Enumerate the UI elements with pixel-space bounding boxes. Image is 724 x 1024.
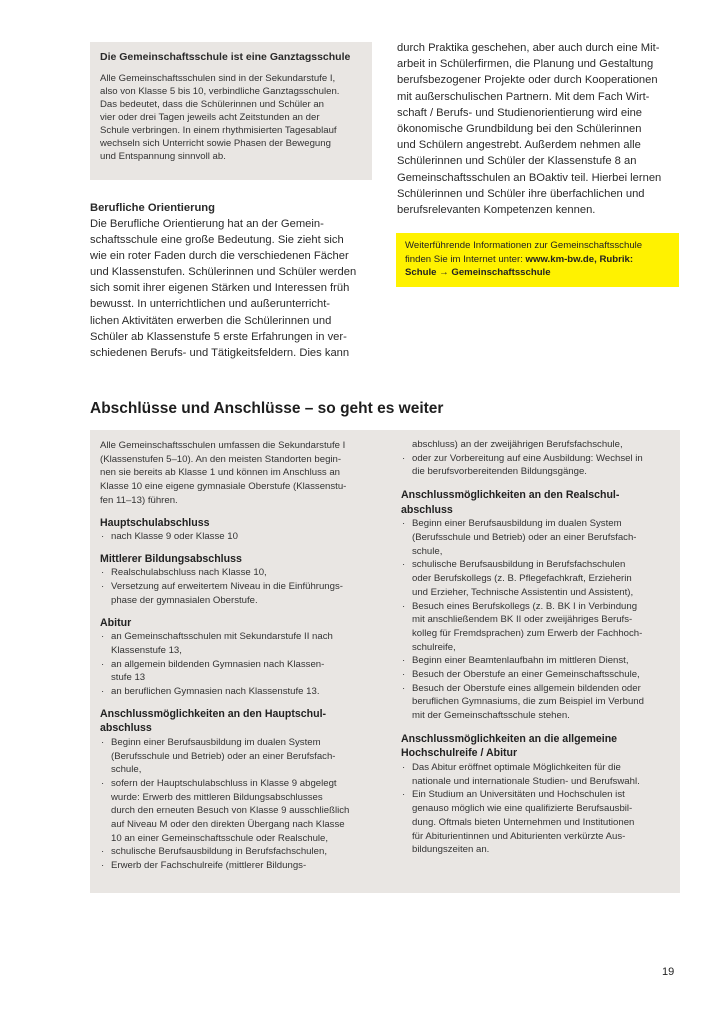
anschluss-abitur-heading: Anschlussmöglichkeiten an die allgemeine Hochschulreife / Abitur <box>401 732 618 760</box>
list-item: · schulische Berufsausbildung in Berufsfachschulen oder Berufskollegs (z. B. Pflegefachkraft, Erzieherin und Erzieher, Technische Assistentin und Assistent), <box>401 558 673 599</box>
anschluss-abitur-list <box>401 761 673 857</box>
web-info-box: Weiterführende Informationen zur Gemeinschaftsschule finden Sie im Internet unter: www.km-bw.de, Rubrik: Schule → Gemeinschaftsschule <box>396 233 679 287</box>
list-item: · oder zur Vorbereitung auf eine Ausbildung: Wechsel in die berufsvorbereitenden Bildungsgänge. <box>401 452 673 479</box>
website-path: Schule → Gemeinschaftsschule <box>405 267 551 278</box>
hauptschulabschluss-heading: Hauptschulabschluss <box>100 516 210 529</box>
abschluesse-box <box>90 430 680 893</box>
orientation-continued <box>397 40 681 218</box>
list-item: · Beginn einer Beamtenlaufbahn im mittleren Dienst, <box>401 654 673 668</box>
section-title: Abschlüsse und Anschlüsse – so geht es weiter <box>90 400 444 417</box>
ganztag-infobox <box>90 42 372 180</box>
list-item: · nach Klasse 9 oder Klasse 10 <box>100 530 378 544</box>
orientation-section <box>90 200 382 361</box>
page-number: 19 <box>662 966 675 978</box>
orientation-title: Berufliche Orientierung <box>90 202 215 214</box>
list-item: · Versetzung auf erweitertem Niveau in die Einführungs- phase der gymnasialen Oberstufe. <box>100 580 378 607</box>
list-item: · an beruflichen Gymnasien nach Klassenstufe 13. <box>100 685 378 699</box>
list-item: · Besuch eines Berufskollegs (z. B. BK I in Verbindung mit anschließendem BK II oder zweijähriges Berufs- kolleg für Fremdsprachen) zum Erwerb der Fachhoch- schulreife, <box>401 600 673 655</box>
list-item: · Erwerb der Fachschulreife (mittlerer Bildungs- <box>100 859 378 873</box>
list-item: · sofern der Hauptschulabschluss in Klasse 9 abgelegt wurde: Erwerb des mittleren Bildungsabschlusses durch den erneuten Besuch von Klasse 9 ausschließlich auf Niveau M oder den direkten Übergang nach Klasse 10 an einer Gemeinschaftsschule oder Realschule, <box>100 777 378 846</box>
hauptschulabschluss-list <box>100 530 378 544</box>
abitur-list <box>100 630 378 699</box>
abschluesse-left-column <box>100 439 378 873</box>
website-link[interactable]: www.km-bw.de, Rubrik: <box>525 253 634 265</box>
anschluss-realschul-list <box>401 517 673 723</box>
list-item: · Besuch der Oberstufe eines allgemein bildenden oder beruflichen Gymnasiums, die zum Beispiel im Verbund mit der Gemeinschaftsschule stehen. <box>401 682 673 723</box>
orientation-text: Die Berufliche Orientierung hat an der Gemein- schaftsschule eine große Bedeutung. Sie zieht sich wie ein roter Faden durch die verschiedenen Fächer und Klassenstufen. Schülerinnen und Schüler werden sich somit ihrer eigenen Stärken und Interessen früh bewusst. In unterrichtlichen und außerunterricht- lichen Aktivitäten erwerben die Schülerinnen und Schüler ab Klassenstufe 5 erste Erfahrungen in ver- schiedenen Berufs- und Tätigkeitsfeldern. Dies kann <box>90 218 357 359</box>
list-item: · Realschulabschluss nach Klasse 10, <box>100 566 378 580</box>
list-item: · Beginn einer Berufsausbildung im dualen System (Berufsschule und Betrieb) oder an einer Berufsfach- schule, <box>100 736 378 777</box>
list-item: · schulische Berufsausbildung in Berufsfachschulen, <box>100 845 378 859</box>
ganztag-text: Alle Gemeinschaftsschulen sind in der Sekundarstufe I, also von Klasse 5 bis 10, verbindliche Ganztagsschulen. Das bedeutet, dass die Schülerinnen und Schüler an vier oder drei Tagen jeweils acht Zeitstunden an der Schule verbringen. In einem rhythmisierten Tagesablauf wechseln sich Unterricht sowie Phasen der Bewegung und Entspannung sinnvoll ab. <box>100 73 340 162</box>
ganztag-title: Die Gemeinschaftsschule ist eine Ganztagsschule <box>100 51 351 63</box>
mittlerer-abschluss-heading: Mittlerer Bildungsabschluss <box>100 552 242 565</box>
list-item: · Beginn einer Berufsausbildung im dualen System (Berufsschule und Betrieb) oder an einer Berufsfach- schule, <box>401 517 673 558</box>
anschluss-hauptschul-heading: Anschlussmöglichkeiten an den Hauptschul- abschluss <box>100 707 327 735</box>
anschluss-realschul-heading: Anschlussmöglichkeiten an den Realschul- abschluss <box>401 489 620 516</box>
list-item: · Das Abitur eröffnet optimale Möglichkeiten für die nationale und internationale Studien- und Berufswahl. <box>401 761 673 788</box>
mittlerer-abschluss-list <box>100 566 378 607</box>
intro-text: Alle Gemeinschaftsschulen umfassen die Sekundarstufe I (Klassenstufen 5–10). An den meisten Standorten begin- nen sie bereits ab Klasse 1 und können im Anschluss an Klasse 10 eine eigene gymnasiale Oberstufe (Klassenstu- fen 11–13) führen. <box>100 440 347 506</box>
orientation-continued-text: durch Praktika geschehen, aber auch durch eine Mit- arbeit in Schülerfirmen, die Planung und Gestaltung berufsbezogener Projekte oder durch Kooperationen mit außerschulischen Partnern. Mit dem Fach Wirt- schaft / Berufs- und Studienorientierung wird eine ökonomische Grundbildung bei den Schülerinnen und Schülern angestrebt. Außerdem nehmen alle Schülerinnen und Schüler der Klassenstufe 8 an Gemeinschaftsschulen an BOaktiv teil. Hierbei lernen Schülerinnen und Schüler ihre überfachlichen und berufsrelevanten Kompetenzen kennen. <box>397 42 662 217</box>
list-item: · an allgemein bildenden Gymnasien nach Klassen- stufe 13 <box>100 658 378 685</box>
list-item: · Besuch der Oberstufe an einer Gemeinschaftsschule, <box>401 668 673 682</box>
abitur-heading: Abitur <box>100 616 132 629</box>
list-item-continued: abschluss) an der zweijährigen Berufsfachschule, <box>412 439 623 450</box>
abschluesse-right-column <box>401 438 673 857</box>
anschluss-hauptschul-list <box>100 736 378 873</box>
list-item: · an Gemeinschaftsschulen mit Sekundarstufe II nach Klassenstufe 13, <box>100 630 378 657</box>
anschluss-hauptschul-list-continued <box>401 438 673 479</box>
list-item: · Ein Studium an Universitäten und Hochschulen ist genauso möglich wie eine qualifizierte Berufsausbil- dung. Oftmals bieten Unternehmen und Institutionen für Abiturientinnen und Abiturienten verkürzte Aus- bildungszeiten an. <box>401 788 673 857</box>
